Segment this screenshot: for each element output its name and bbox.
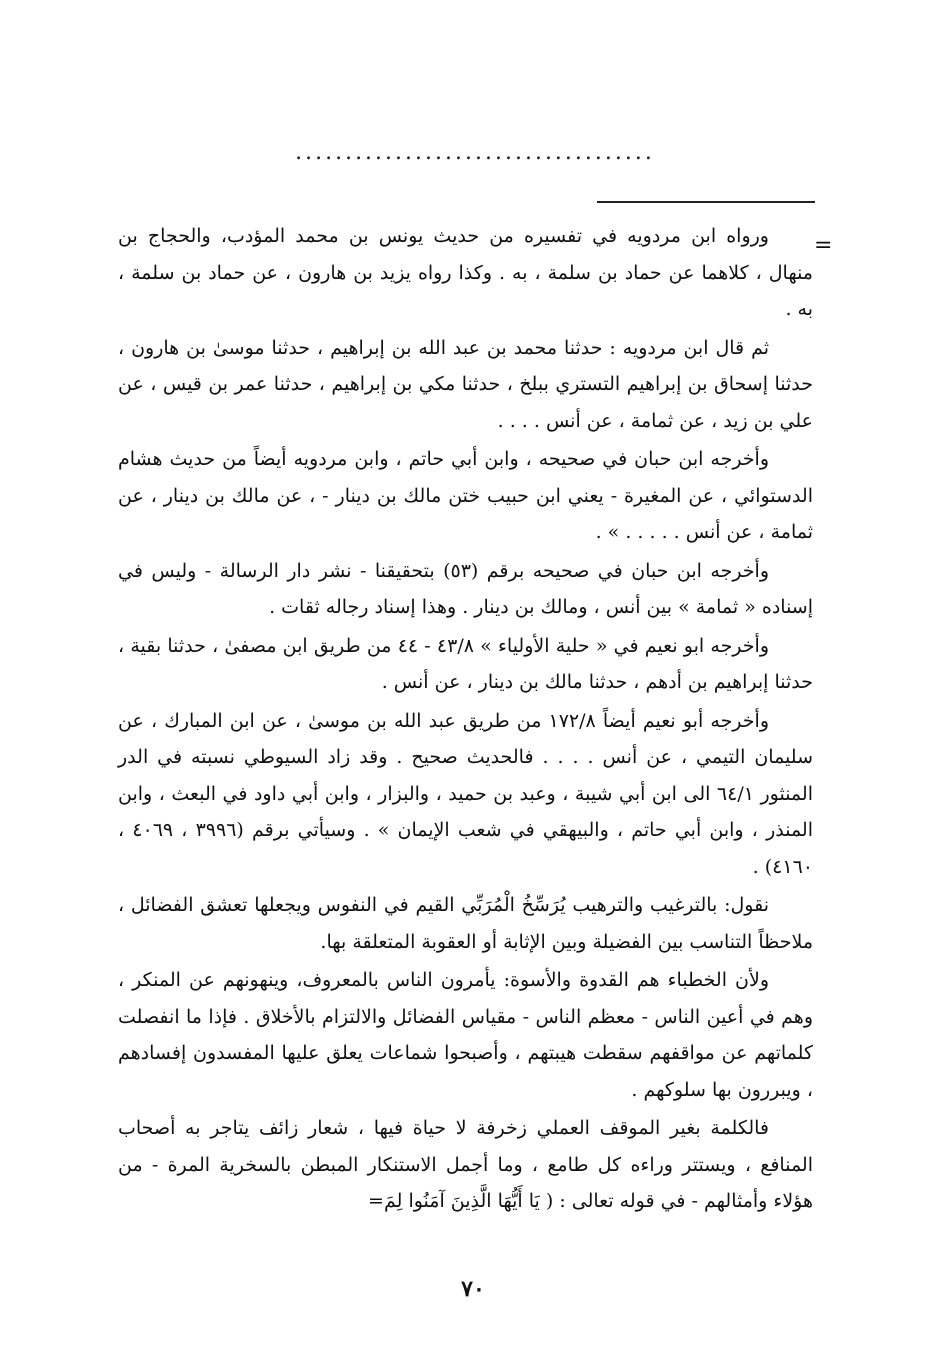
footnote-body [118,218,813,1222]
paragraph-9: فالكلمة بغير الموقف العملي زخرفة لا حياة فيها ، شعار زائف يتاجر به أصحاب المنافع ، ويستتر وراءه كل طامع ، وما أجمل الاستنكار المبطن بالسخرية المرة - من هؤلاء وأمثالهم - في قوله تعالى : ( يَا أَيُّهَا الَّذِينَ آمَنُوا لِمَ= [118,1117,813,1212]
paragraph-1: ورواه ابن مردويه في تفسيره من حديث يونس بن محمد المؤدب، والحجاج بن منهال ، كلاهما عن حماد بن سلمة ، به . وكذا رواه يزيد بن هارون ، عن حماد بن سلمة ، به . [118,225,813,320]
paragraph-7: نقول: بالترغيب والترهيب يُرَسِّخُ الْمُرَبِّي القيم في النفوس ويجعلها تعشق الفضائل ، ملاحظاً التناسب بين الفضيلة وبين الإثابة أو العقوبة المتعلقة بها. [118,894,813,953]
ellipsis-separator: .................................... [295,140,655,165]
footnote-rule [597,201,815,203]
paragraph-6: وأخرجه أبو نعيم أيضاً ١٧٢/٨ من طريق عبد الله بن موسىٰ ، عن ابن المبارك ، عن سليمان التيمي ، عن أنس . . . . فالحديث صحيح . وقد زاد السيوطي نسبته في الدر المنثور ٦٤/١ الى ابن أبي شيبة ، وعبد بن حميد ، والبزار ، وابن أبي داود في البعث ، وابن المنذر ، وابن أبي حاتم ، والبيهقي في شعب الإيمان » . وسيأتي برقم (٣٩٩٦ ، ٤٠٦٩ ، ٤١٦٠) . [118,709,813,878]
paragraph-5: وأخرجه ابو نعيم في « حلية الأولياء » ٤٣/٨ - ٤٤ من طريق ابن مصفىٰ ، حدثنا بقية ، حدثنا إبراهيم بن أدهم ، حدثنا مالك بن دينار ، عن أنس . [118,634,813,693]
paragraph-8: ولأن الخطباء هم القدوة والأسوة: يأمرون الناس بالمعروف، وينهونهم عن المنكر ، وهم في أعين الناس - معظم الناس - مقياس الفضائل والالتزام بالأخلاق . فإذا ما انفصلت كلماتهم عن مواقفهم سقطت هيبتهم ، وأصبحوا شماعات يعلق عليها المفسدون إفسادهم ، ويبررون بها سلوكهم . [118,969,813,1101]
paragraph-3: وأخرجه ابن حبان في صحيحه ، وابن أبي حاتم ، وابن مردويه أيضاً من حديث هشام الدستوائي ، عن المغيرة - يعني ابن حبيب ختن مالك بن دينار - ، عن مالك بن دينار ، عن ثمامة ، عن أنس . . . . . » . [118,448,813,543]
footnote-continuation-marker: = [814,233,833,258]
paragraph-4: وأخرجه ابن حبان في صحيحه برقم (٥٣) بتحقيقنا - نشر دار الرسالة - وليس في إسناده « ثمامة » بين أنس ، ومالك بن دينار . وهذا إسناد رجاله ثقات . [118,559,813,618]
paragraph-2: ثم قال ابن مردويه : حدثنا محمد بن عبد الله بن إبراهيم ، حدثنا موسىٰ بن هارون ، حدثنا إسحاق بن إبراهيم التستري ببلخ ، حدثنا مكي بن إبراهيم ، حدثنا عمر بن قيس ، عن علي بن زيد ، عن ثمامة ، عن أنس . . . . [118,336,813,432]
page-number: ٧٠ [461,1276,485,1302]
